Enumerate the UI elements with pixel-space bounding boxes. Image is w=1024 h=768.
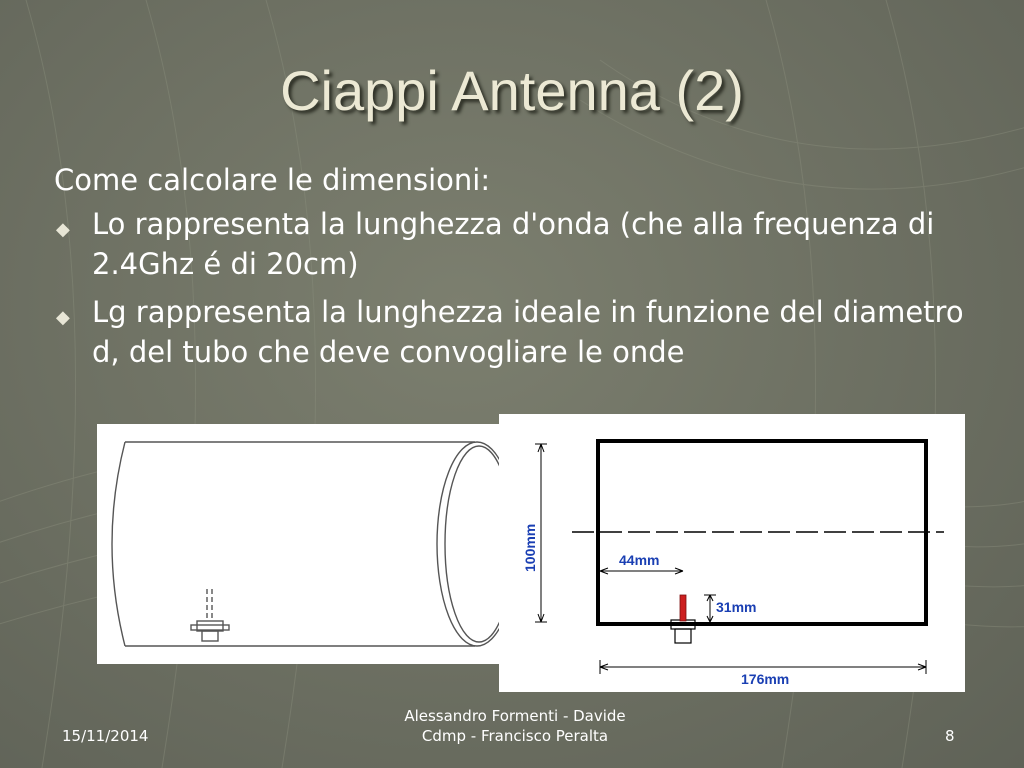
page-number: 8 bbox=[945, 727, 955, 745]
diamond-bullet-icon: ◆ bbox=[56, 307, 70, 328]
diamond-bullet-icon: ◆ bbox=[56, 219, 70, 240]
cylinder-illustration bbox=[97, 424, 499, 664]
slide-title: Ciappi Antenna (2) bbox=[280, 59, 744, 122]
footer-authors-line: Alessandro Formenti - Davide bbox=[404, 707, 626, 725]
height-dimension-label: 100mm bbox=[522, 523, 538, 572]
bullet-text: Lo rappresenta la lunghezza d'onda (che alla frequenza di 2.4Ghz é di 20cm) bbox=[92, 207, 935, 281]
offset-dimension-label: 44mm bbox=[619, 552, 660, 568]
bullet-item bbox=[54, 204, 964, 284]
length-dimension-label: 176mm bbox=[741, 671, 790, 687]
footer-authors-line: Cdmp - Francisco Peralta bbox=[421, 727, 609, 745]
cylinder-drawing bbox=[97, 424, 499, 664]
probe-element bbox=[680, 595, 686, 621]
intro-text: Come calcolare le dimensioni: bbox=[54, 163, 491, 197]
dimension-schematic bbox=[499, 414, 965, 692]
bullet-item bbox=[54, 292, 964, 372]
schematic-drawing bbox=[499, 414, 965, 692]
probe-dimension-label: 31mm bbox=[716, 599, 757, 615]
footer-authors bbox=[370, 706, 660, 746]
content-body bbox=[54, 160, 964, 380]
footer-date: 15/11/2014 bbox=[62, 727, 149, 745]
bullet-text: Lg rappresenta la lunghezza ideale in funzione del diametro d, del tubo che deve convogliare le onde bbox=[92, 295, 964, 369]
